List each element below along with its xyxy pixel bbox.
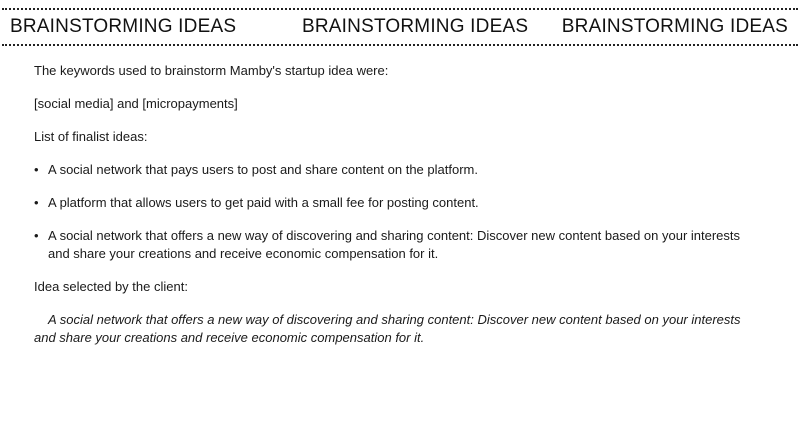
bullet-icon: • xyxy=(34,195,39,210)
selected-idea-text: A social network that offers a new way of discovering and sharing content: Discover new content based on your interests and share your creations and receive economic compensation for it. xyxy=(34,312,741,345)
header-title-center: BRAINSTORMING IDEAS xyxy=(302,16,529,37)
idea-text: A social network that pays users to post and share content on the platform. xyxy=(48,162,478,177)
idea-text: A social network that offers a new way of discovering and sharing content: Discover new content based on your interests and share your creations and receive economic compensation for it. xyxy=(48,228,741,261)
header-title-right: BRAINSTORMING IDEAS xyxy=(561,16,788,37)
header-title-left: BRAINSTORMING IDEAS xyxy=(10,16,237,37)
finalist-ideas-list xyxy=(34,161,754,263)
keywords-text: [social media] and [micropayments] xyxy=(34,96,238,111)
bullet-icon: • xyxy=(34,228,39,243)
intro-text: The keywords used to brainstorm Mamby's startup idea were: xyxy=(34,63,389,78)
dotted-divider-bottom xyxy=(2,44,798,46)
list-item xyxy=(34,161,754,179)
dotted-divider-top xyxy=(2,8,798,10)
selected-idea-title: Idea selected by the client: xyxy=(34,279,188,294)
idea-text: A platform that allows users to get paid with a small fee for posting content. xyxy=(48,195,479,210)
list-item xyxy=(34,194,754,212)
page-header xyxy=(0,0,800,48)
bullet-icon: • xyxy=(34,162,39,177)
document-body xyxy=(34,62,754,347)
list-item xyxy=(34,227,754,263)
finalist-list-title: List of finalist ideas: xyxy=(34,129,148,144)
